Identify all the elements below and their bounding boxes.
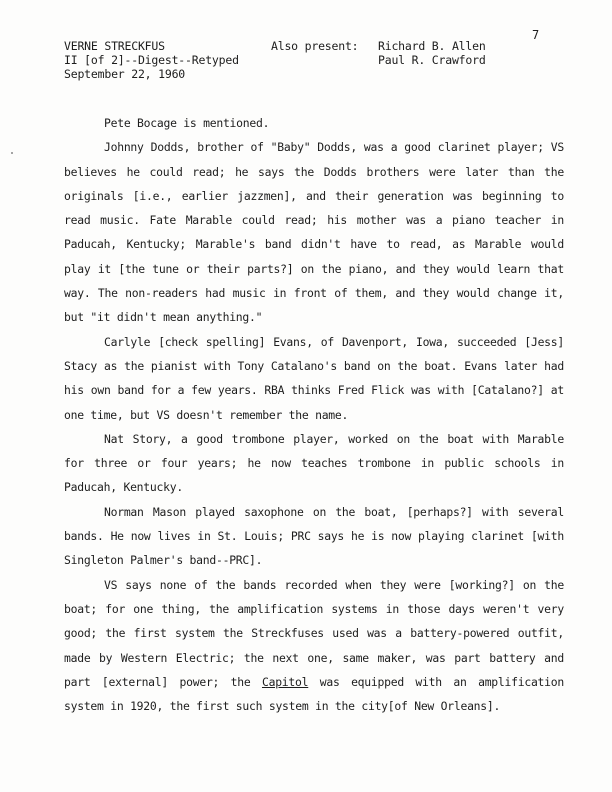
paragraph-text: VS says none of the bands recorded when they were [working?] on the boat; for one thing, the amplification systems in those days weren't very good; the first system the Streckfuses used was a battery-powered outfit, made by Western Electric; the next one, same maker, was part battery and part [external] power; the <box>64 577 564 689</box>
also-present-list <box>378 39 486 67</box>
paragraph: Norman Mason played saxophone on the boat, [perhaps?] with several bands. He now lives in St. Louis; PRC says he is now playing clarinet [with Singleton Palmer's band--PRC]. <box>64 504 564 568</box>
scan-speck <box>11 152 13 154</box>
also-present-person: Richard B. Allen <box>378 39 486 53</box>
boat-name: Capitol <box>261 674 309 689</box>
also-present-person: Paul R. Crawford <box>378 53 486 67</box>
paragraph: Pete Bocage is mentioned. <box>104 116 270 130</box>
header-left <box>64 39 239 81</box>
paragraph: Carlyle [check spelling] Evans, of Davenport, Iowa, succeeded [Jess] Stacy as the pianist with Tony Catalano's band on the boat. Evans later had his own band for a few years. RBA thinks Fred Flick was with [Catalano?] at one time, but VS doesn't remember the name. <box>64 334 564 422</box>
paragraph: Johnny Dodds, brother of "Baby" Dodds, was a good clarinet player; VS believes he could read; he says the Dodds brothers were later than the originals [i.e., earlier jazzmen], and their generation was beginning to read music. Fate Marable could read; his mother was a piano teacher in Paducah, Kentucky; Marable's band didn't have to read, as Marable would play it [the tune or their parts?] on the piano, and they would learn that way. The non-readers had music in front of them, and they would change it, but "it didn't mean anything." <box>64 140 564 325</box>
interviewee-name: VERNE STRECKFUS <box>64 39 165 53</box>
paragraph-text: was equipped with an amplification system in 1920, the first such system in the city[of New Orleans]. <box>64 674 564 714</box>
digest-body <box>64 111 564 718</box>
also-present-label: Also present: <box>271 39 359 53</box>
paragraph <box>64 573 564 719</box>
paragraph: Nat Story, a good trombone player, worked on the boat with Marable for three or four years; he now teaches trombone in public schools in Paducah, Kentucky. <box>64 431 564 495</box>
interview-date: September 22, 1960 <box>64 67 186 81</box>
tape-info: II [of 2]--Digest--Retyped <box>64 53 239 67</box>
page-number: 7 <box>532 28 540 42</box>
